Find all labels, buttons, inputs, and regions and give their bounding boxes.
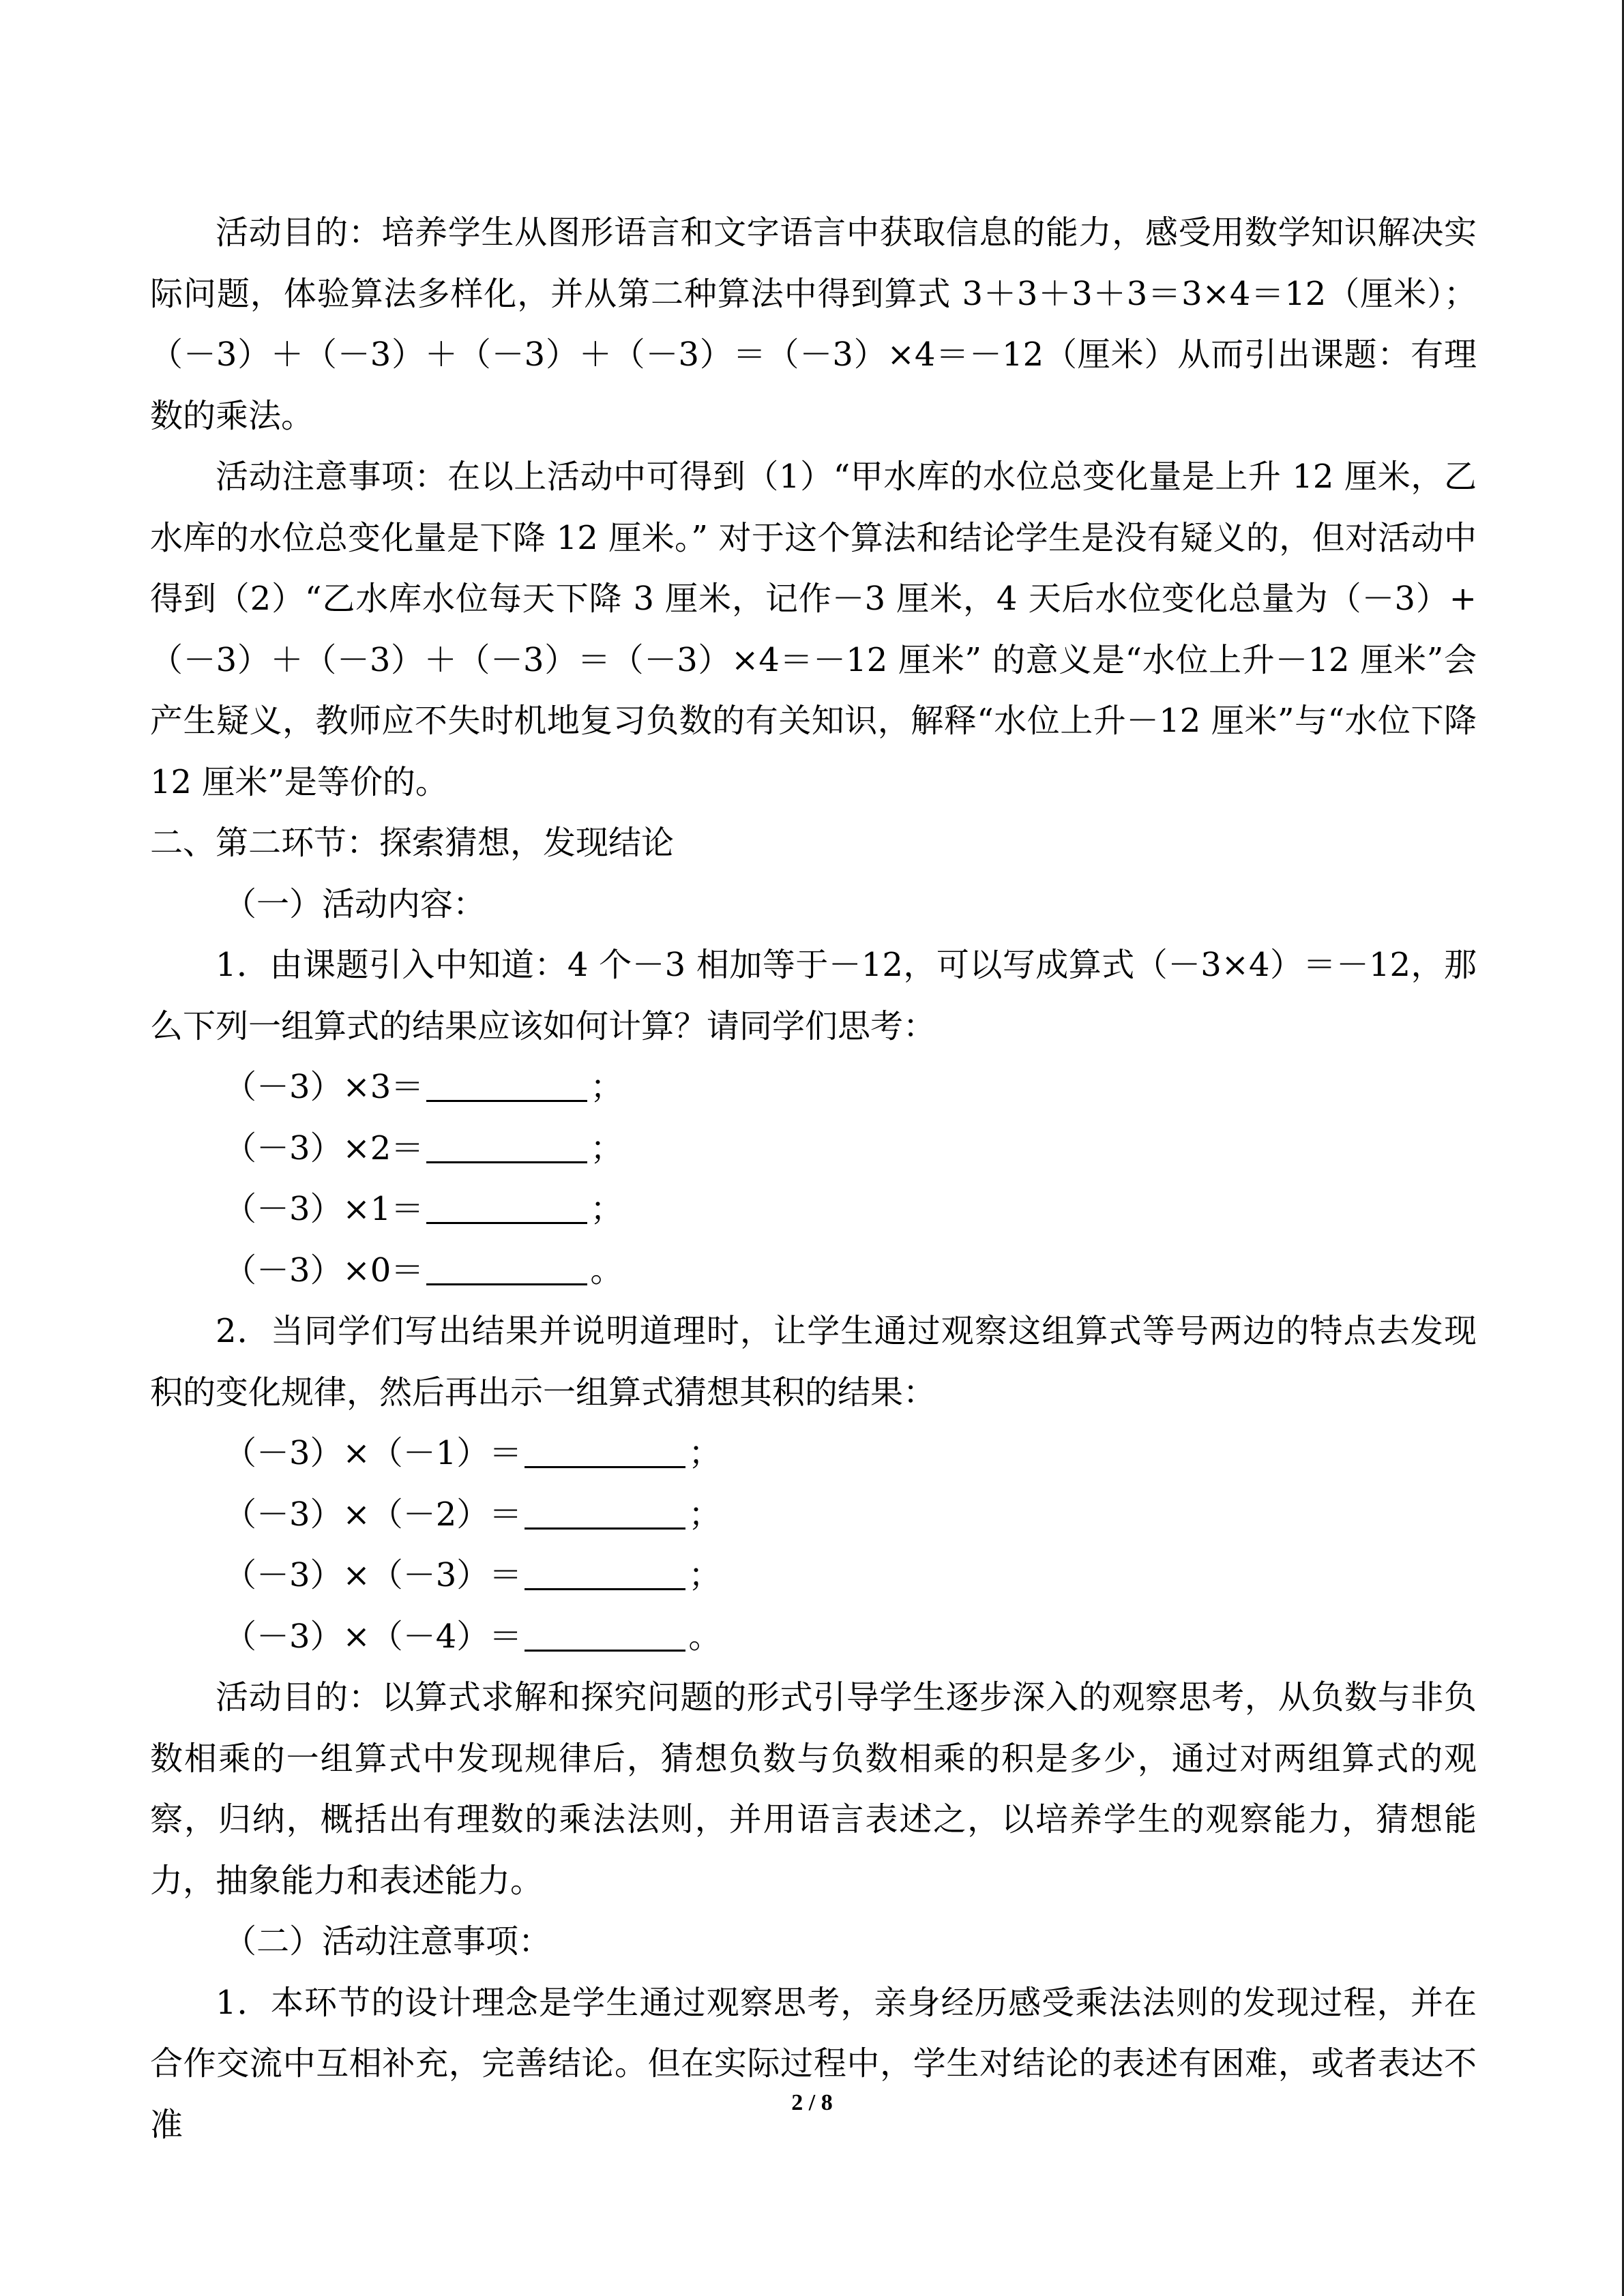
exercise-line: （－3）×3＝ ； — [224, 1068, 623, 1106]
answer-blank — [426, 1129, 587, 1163]
subsection-heading-notes: （二）活动注意事项： — [224, 1922, 552, 1960]
exercise-line: （－3）×（－2）＝ ； — [224, 1495, 722, 1534]
exercise-line: （－3）×（－4）＝ 。 — [224, 1617, 722, 1656]
exercise-line: （－3）×（－3）＝ ； — [224, 1556, 722, 1594]
numbered-item-2: 2．当同学们写出结果并说明道理时，让学生通过观察这组算式等号两边的特点去发现积的变化规律，然后再出示一组算式猜想其积的结果： — [150, 1312, 1477, 1412]
exercise-group-2 — [150, 1423, 1477, 1667]
answer-blank — [525, 1555, 685, 1590]
activity-notes-paragraph: 活动注意事项：在以上活动中可得到（1）“甲水库的水位总变化量是上升 12 厘米，乙水库的水位总变化量是下降 12 厘米。” 对于这个算法和结论学生是没有疑义的，但对活动中得到（2）“乙水库水位每天下降 3 厘米，记作－3 厘米，4 天后水位变化总量为（－3）+（－3）＋（－3）＋（－3）＝（－3）×4＝－12 厘米” 的意义是“水位上升－12 厘米”会产生疑义，教师应不失时机地复习负数的有关知识，解释“水位上升－12 厘米”与“水位下降 12 厘米”是等价的。 — [150, 458, 1477, 801]
exercise-line: （－3）×1＝ ； — [224, 1190, 623, 1228]
answer-blank — [426, 1067, 587, 1102]
page-number: 2 / 8 — [791, 2090, 833, 2115]
exercise-group-1 — [150, 1057, 1477, 1301]
answer-blank — [525, 1495, 685, 1530]
exercise-line: （－3）×（－1）＝ ； — [224, 1434, 722, 1472]
activity-goal-paragraph-2: 活动目的：以算式求解和探究问题的形式引导学生逐步深入的观察思考，从负数与非负数相乘的一组算式中发现规律后，猜想负数与负数相乘的积是多少，通过对两组算式的观察，归纳，概括出有理数的乘法法则，并用语言表述之，以培养学生的观察能力，猜想能力，抽象能力和表述能力。 — [150, 1678, 1477, 1900]
numbered-item-1: 1．由课题引入中知道：4 个－3 相加等于－12，可以写成算式（－3×4）＝－12，那么下列一组算式的结果应该如何计算？请同学们思考： — [150, 946, 1477, 1045]
section-heading: 二、第二环节：探索猜想，发现结论 — [150, 824, 675, 862]
document-body — [150, 203, 1477, 2156]
answer-blank — [525, 1617, 685, 1652]
answer-blank — [426, 1189, 587, 1224]
exercise-line: （－3）×0＝ 。 — [224, 1251, 623, 1289]
answer-blank — [426, 1251, 587, 1285]
exercise-line: （－3）×2＝ ； — [224, 1129, 623, 1167]
activity-goal-paragraph: 活动目的：培养学生从图形语言和文字语言中获取信息的能力，感受用数学知识解决实际问题，体验算法多样化，并从第二种算法中得到算式 3＋3＋3＋3＝3×4＝12（厘米）；（－3）＋（－3）＋（－3）＋（－3）＝（－3）×4＝－12（厘米）从而引出课题：有理数的乘法。 — [150, 213, 1477, 435]
subsection-heading-content: （一）活动内容： — [224, 884, 486, 923]
answer-blank — [525, 1433, 685, 1468]
numbered-item-3: 1．本环节的设计理念是学生通过观察思考，亲身经历感受乘法法则的发现过程，并在合作交流中互相补充，完善结论。但在实际过程中，学生对结论的表述有困难，或者表达不准 — [150, 1983, 1477, 2144]
